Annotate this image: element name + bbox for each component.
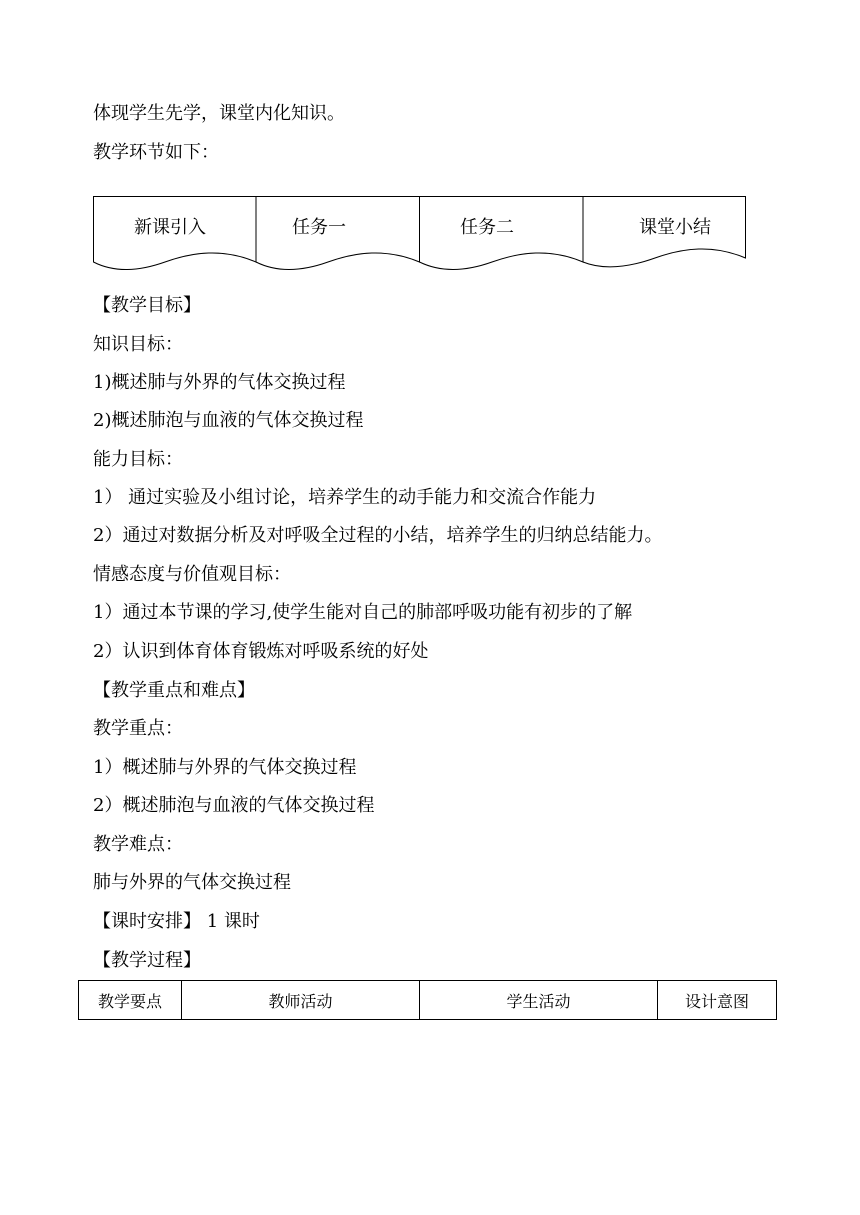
flow-step-1: 新课引入: [134, 217, 206, 238]
emotion-objective-2: 2）认识到体育体育锻炼对呼吸系统的好处: [93, 641, 429, 662]
column-header-design-intent: 设计意图: [658, 981, 777, 1020]
knowledge-objective-1: 1)概述肺与外界的气体交换过程: [93, 372, 346, 393]
intro-paragraph: 体现学生先学，课堂内化知识。: [93, 103, 345, 124]
ability-objectives-title: 能力目标：: [93, 449, 183, 470]
objectives-heading: 【教学目标】: [93, 295, 201, 316]
process-table-header-row: [79, 981, 777, 1020]
steps-lead-text: 教学环节如下：: [93, 142, 219, 163]
knowledge-objectives-title: 知识目标：: [93, 334, 183, 355]
column-header-student-activity: 学生活动: [420, 981, 658, 1020]
emotion-objective-1: 1）通过本节课的学习,使学生能对自己的肺部呼吸功能有初步的了解: [93, 602, 633, 623]
column-header-key-points: 教学要点: [79, 981, 182, 1020]
key-points-heading: 【教学重点和难点】: [93, 680, 255, 701]
focus-title: 教学重点：: [93, 718, 183, 739]
difficulty-text: 肺与外界的气体交换过程: [93, 872, 291, 893]
knowledge-objective-2: 2)概述肺泡与血液的气体交换过程: [93, 410, 364, 431]
flow-step-2: 任务一: [292, 217, 346, 238]
flow-step-3: 任务二: [460, 217, 514, 238]
emotion-objectives-title: 情感态度与价值观目标：: [93, 564, 291, 585]
ability-objective-2: 2）通过对数据分析及对呼吸全过程的小结，培养学生的归纳总结能力。: [93, 525, 663, 546]
focus-item-1: 1）概述肺与外界的气体交换过程: [93, 757, 357, 778]
process-heading: 【教学过程】: [93, 950, 201, 971]
flow-step-4: 课堂小结: [639, 217, 711, 238]
schedule-line: 【课时安排】 1 课时: [93, 911, 260, 932]
column-header-teacher-activity: 教师活动: [182, 981, 420, 1020]
difficulty-title: 教学难点：: [93, 834, 183, 855]
ability-objective-1: 1） 通过实验及小组讨论，培养学生的动手能力和交流合作能力: [93, 487, 597, 508]
process-table: [78, 980, 777, 1020]
focus-item-2: 2）概述肺泡与血液的气体交换过程: [93, 795, 375, 816]
teaching-steps-flowchart: [93, 196, 746, 274]
